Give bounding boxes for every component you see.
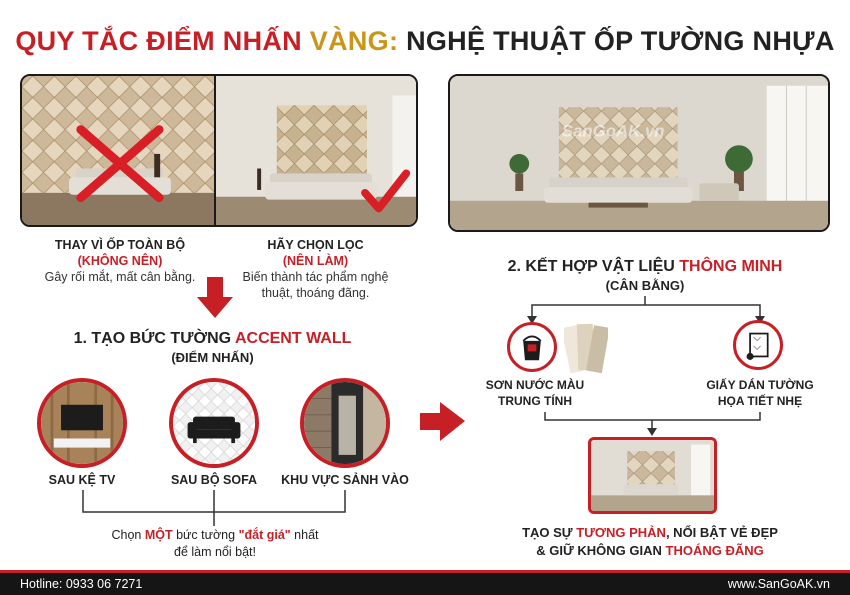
sofa-icon: [173, 382, 255, 464]
color-swatches: [564, 320, 608, 376]
step1-heading-red: ACCENT WALL: [234, 330, 352, 347]
footer: [0, 573, 850, 595]
tv-icon: [41, 382, 123, 464]
bad-example-caption: [20, 237, 220, 285]
footer-website[interactable]: www.SanGoAK.vn: [727, 577, 830, 591]
paint-label-1: SƠN NƯỚC MÀU: [485, 378, 585, 392]
watermark-text: SanGoAK.vn: [561, 121, 665, 141]
good-example-caption: [228, 237, 403, 301]
sofa-wall-circle: [169, 378, 259, 468]
result-part-d: & GIỮ KHÔNG GIAN: [536, 543, 666, 558]
step2-subheading: (CÂN BẰNG): [605, 278, 685, 293]
good-example-desc-2: thuật, thoáng đãng.: [261, 286, 370, 300]
result-part-e: THOÁNG ĐÃNG: [665, 543, 764, 558]
step2-heading-red: THÔNG MINH: [679, 258, 783, 275]
wallpaper-label-2: HỌA TIẾT NHẸ: [717, 394, 803, 408]
step2-result: [490, 524, 810, 560]
good-example-title: HÃY CHỌN LỌC: [267, 238, 364, 252]
result-part-c: , NỔI BẬT VẺ ĐẸP: [665, 525, 778, 540]
step1-subheading: (ĐIỂM NHẤN): [171, 350, 254, 365]
result-photo: [588, 437, 717, 514]
wallpaper-roll-icon: [736, 323, 780, 367]
step1-note: [90, 527, 340, 561]
note-part-a: Chọn: [111, 528, 145, 542]
note-part-c: bức tường: [172, 528, 239, 542]
bad-example-desc: Gây rối mắt, mất cân bằng.: [44, 270, 196, 284]
note-part-e: nhất: [290, 528, 319, 542]
step2-heading: [470, 258, 820, 276]
hallway-icon: [304, 382, 386, 464]
tv-wall-label: SAU KỆ TV: [48, 473, 116, 487]
bad-example-title: THAY VÌ ỐP TOÀN BỘ: [54, 238, 186, 252]
paint-label-2: TRUNG TÍNH: [498, 394, 572, 408]
step2-heading-prefix: 2. KẾT HỢP VẬT LIỆU: [507, 258, 680, 275]
paint-label: [475, 377, 595, 409]
living-room-photo: [448, 74, 830, 232]
hallway-wall-circle: [300, 378, 390, 468]
footer-hotline[interactable]: Hotline: 0933 06 7271: [20, 577, 143, 591]
paint-circle: [507, 322, 557, 372]
paint-bucket-icon: [510, 325, 554, 369]
title-part-2: VÀNG:: [309, 26, 399, 56]
title-part-1: QUY TẮC ĐIỂM NHẤN: [15, 26, 310, 56]
wallpaper-circle: [733, 320, 783, 370]
wallpaper-label: [695, 377, 825, 409]
result-part-b: TƯƠNG PHẢN: [576, 525, 666, 540]
page-title: [0, 26, 850, 57]
bad-example-tag: (KHÔNG NÊN): [77, 254, 163, 268]
good-example-desc-1: Biến thành tác phẩm nghệ: [242, 270, 389, 284]
tv-wall-circle: [37, 378, 127, 468]
note-part-b: MỘT: [144, 528, 173, 542]
arrow-right-icon: [420, 402, 465, 441]
step1-heading: [40, 330, 385, 348]
title-part-3: NGHỆ THUẬT ỐP TƯỜNG NHỰA: [398, 26, 835, 56]
result-part-a: TẠO SỰ: [522, 525, 577, 540]
good-example-photo: [214, 74, 418, 227]
bad-example-photo: [20, 74, 216, 227]
note-part-d: "đắt giá": [238, 528, 291, 542]
hallway-wall-label: KHU VỰC SẢNH VÀO: [281, 473, 409, 487]
swatch-fan-icon: [564, 320, 608, 376]
sofa-wall-label: SAU BỘ SOFA: [170, 473, 258, 487]
good-example-tag: (NÊN LÀM): [282, 254, 349, 268]
step1-heading-prefix: 1. TẠO BỨC TƯỜNG: [73, 330, 235, 347]
wallpaper-label-1: GIẤY DÁN TƯỜNG: [706, 378, 814, 392]
note-line-2: để làm nổi bật!: [174, 545, 256, 559]
